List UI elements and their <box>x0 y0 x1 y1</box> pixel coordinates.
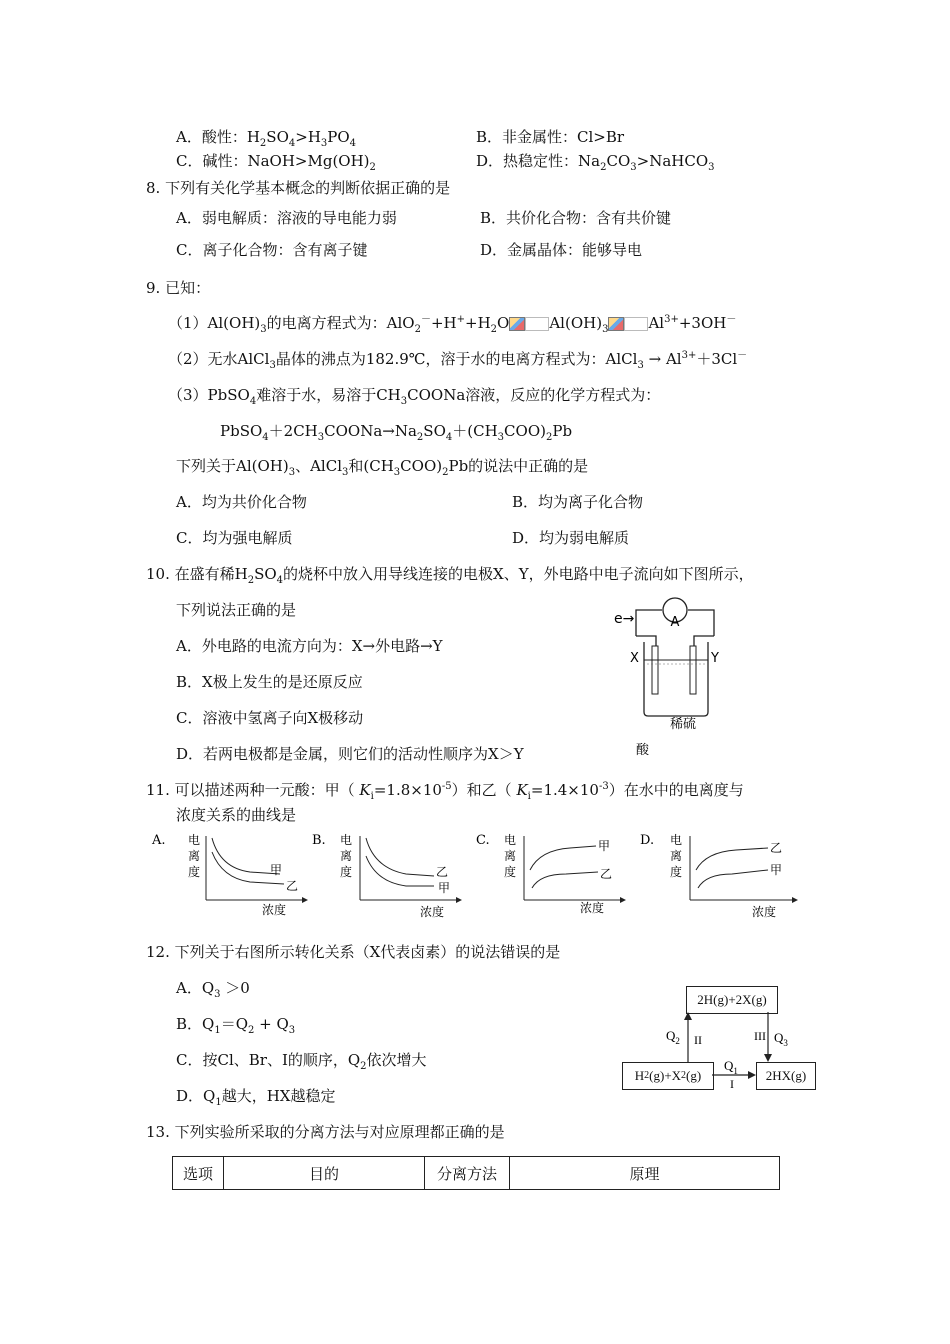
q9-equation: $PbSO_4+2CH_3COONa\to Na_2SO_4+(CH_3COO)_2Pb$ <box>220 422 573 443</box>
q8-stem: 8. 下列有关化学基本概念的判断依据正确的是 <box>146 179 451 197</box>
step-ii-label: II <box>694 1033 702 1047</box>
y-axis-label-2: 离 <box>340 849 353 863</box>
graph-a <box>150 828 310 922</box>
graph-letter-c: C. <box>476 833 490 848</box>
q11-stem-2: 浓度关系的曲线是 <box>176 806 297 824</box>
q13-stem: 13. 下列实验所采取的分离方法与对应原理都正确的是 <box>146 1123 505 1141</box>
x-axis-label: 浓度 <box>752 905 777 919</box>
q10-stem: 10. 在盛有稀$H_2SO_4$的烧杯中放入用导线连接的电极X、Y，外电路中电子流向如下图所示， <box>146 565 754 586</box>
electrode-x <box>652 646 658 694</box>
step-i-label: I <box>730 1077 734 1090</box>
q10-option-c: C．溶液中氢离子向X极移动 <box>176 709 364 727</box>
q1-label: $Q_1$ <box>724 1058 738 1076</box>
q9-option-a: A．均为共价化合物 <box>176 493 307 511</box>
curve-label-bottom: 乙 <box>286 879 299 893</box>
q3-label: $Q_3$ <box>774 1030 788 1048</box>
energy-cycle-arrows <box>620 1010 820 1090</box>
graph-letter-a: A. <box>152 833 166 848</box>
y-axis-label-1: 电 <box>670 833 683 847</box>
graph-letter-b: B. <box>312 833 326 848</box>
graph-d <box>636 828 806 922</box>
header-purpose: 目的 <box>224 1157 425 1190</box>
q12-option-b: B．$Q_1=Q_2 + Q_3$ <box>176 1015 296 1036</box>
curve-bottom <box>532 872 598 888</box>
step-iii-label: III <box>754 1029 766 1043</box>
q8-option-a: A．弱电解质：溶液的导电能力弱 <box>176 209 397 227</box>
q7-option-c: C．碱性：$NaOH>Mg(OH)_2$ <box>176 152 376 173</box>
curve-top <box>530 846 596 870</box>
y-axis-label-1: 电 <box>504 833 517 847</box>
q8-option-c: C．离子化合物：含有离子键 <box>176 241 368 259</box>
equilibrium-arrow-icon <box>509 317 525 331</box>
q12-stem: 12. 下列关于右图所示转化关系（X代表卤素）的说法错误的是 <box>146 943 561 961</box>
curve-top <box>366 838 434 876</box>
q11-stem: 11. 可以描述两种一元酸：甲（ $K_i=1.8\times 10^{-5}$）和乙（ $K_i=1.4\times 10^{-3}$）在水中的电离度与 <box>146 781 744 802</box>
curve-bottom <box>698 870 768 888</box>
y-axis-label-1: 电 <box>188 833 201 847</box>
energy-box-reactants: H 2 (g)+X 2 (g) <box>622 1062 714 1090</box>
electrochemical-cell-figure <box>606 596 726 764</box>
q12-option-a: A．$Q_3 >0$ <box>176 979 250 1000</box>
q10-option-d: D．若两电极都是金属，则它们的活动性顺序为X＞Y <box>176 745 524 763</box>
q9-line1: $(1)Al(OH)_3$的电离方程式为：$AlO_2^-+H^++H_2O$ $Al(OH)_3$ $Al^{3+}+3OH^-$ <box>168 314 737 335</box>
electrode-y-label: Y <box>711 651 719 666</box>
electrolyte-label: 稀硫 <box>670 717 697 732</box>
q12-option-d: D．$Q_1$越大，HX越稳定 <box>176 1087 336 1108</box>
x-axis-label: 浓度 <box>262 903 287 917</box>
q13-table <box>172 1156 780 1190</box>
q10-option-b: B．X极上发生的是还原反应 <box>176 673 363 691</box>
curve-bottom <box>366 856 434 886</box>
curve-label-top: 甲 <box>270 863 283 877</box>
y-axis-label-1: 电 <box>340 833 353 847</box>
curve-top <box>696 848 768 870</box>
y-axis-label-3: 度 <box>340 865 353 879</box>
q2-label: $Q_2$ <box>666 1028 680 1046</box>
y-axis-label-3: 度 <box>504 865 517 879</box>
q9-option-c: C．均为强电解质 <box>176 529 293 547</box>
electrode-x-label: X <box>630 651 639 666</box>
table-header-row <box>173 1157 780 1190</box>
y-axis-label-2: 离 <box>504 849 517 863</box>
q12-option-c: C．按Cl、Br、I的顺序，$Q_2$依次增大 <box>176 1051 427 1072</box>
q9-option-b: B．均为离子化合物 <box>512 493 644 511</box>
y-axis-label-2: 离 <box>188 849 201 863</box>
q10-stem-2: 下列说法正确的是 <box>176 601 297 619</box>
image-placeholder-icon <box>624 317 648 331</box>
electrode-y <box>690 646 696 694</box>
curve-label-top: 甲 <box>598 839 611 853</box>
curve-label-top: 乙 <box>436 865 449 879</box>
curve-label-bottom: 乙 <box>600 867 613 881</box>
y-axis-label-3: 度 <box>670 865 683 879</box>
q9-line3: （3）PbSO$_4$难溶于水，易溶于$CH_3COONa$溶液，反应的化学方程式为： <box>168 386 661 407</box>
energy-box-atoms: 2H(g)+2X(g) <box>686 986 778 1014</box>
header-principle: 原理 <box>510 1157 780 1190</box>
x-axis-label: 浓度 <box>580 901 605 915</box>
q7-option-a: A．酸性：$H_2SO_4>H_3PO_4$ <box>176 128 357 149</box>
graph-c <box>474 828 634 922</box>
equilibrium-arrow-icon <box>608 317 624 331</box>
q7-option-b: B．非金属性：Cl>Br <box>476 128 625 146</box>
q9-line2: （2）无水AlCl$_3$晶体的沸点为182.9℃，溶于水的电离方程式为：AlCl$_3$ → $Al^{3+}+3Cl^-$ <box>168 350 748 371</box>
q9-stem: 9. 已知： <box>146 279 211 297</box>
q8-option-b: B．共价化合物：含有共价键 <box>480 209 672 227</box>
y-axis-label-3: 度 <box>188 865 201 879</box>
curve-label-top: 乙 <box>770 841 783 855</box>
electrolyte-label-2: 酸 <box>636 743 650 758</box>
curve-label-bottom: 甲 <box>770 863 783 877</box>
q9-option-d: D．均为弱电解质 <box>512 529 630 547</box>
x-axis-label: 浓度 <box>420 905 445 919</box>
q8-option-d: D．金属晶体：能够导电 <box>480 241 643 259</box>
q10-option-a: A．外电路的电流方向为：X→外电路→Y <box>176 637 443 655</box>
q7-option-d: D．热稳定性：$Na_2CO_3>NaHCO_3$ <box>476 152 715 173</box>
q9-question: 下列关于$Al(OH)_3$、AlCl$_3$和$(CH_3COO)_2Pb$的说法中正确的是 <box>176 457 589 478</box>
graph-letter-d: D. <box>640 833 655 848</box>
image-placeholder-icon <box>525 317 549 331</box>
energy-box-product: 2HX(g) <box>756 1062 816 1090</box>
ammeter-label: A <box>670 615 680 630</box>
header-option: 选项 <box>173 1157 224 1190</box>
electron-flow-label: e→ <box>614 611 635 627</box>
curve-label-bottom: 甲 <box>438 881 451 895</box>
header-method: 分离方法 <box>425 1157 510 1190</box>
y-axis-label-2: 离 <box>670 849 683 863</box>
graph-b <box>310 828 470 922</box>
